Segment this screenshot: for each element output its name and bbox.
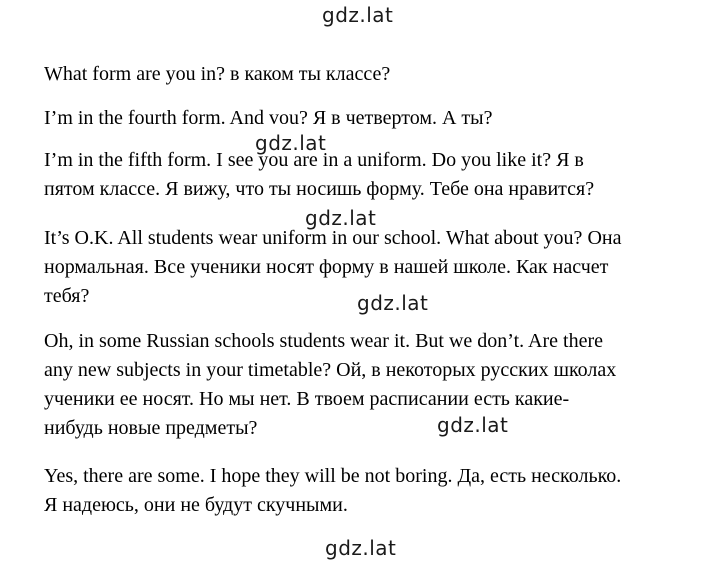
paragraph-6-line-1: Yes, there are some. I hope they will be not boring. Да, есть несколько.	[44, 465, 622, 487]
paragraph-3	[44, 146, 714, 204]
paragraph-2	[44, 104, 714, 133]
paragraph-3-line-2: пятом классе. Я вижу, что ты носишь форму. Тебе она нравится?	[44, 178, 595, 200]
watermark-top: gdz.lat	[322, 3, 394, 27]
paragraph-6	[44, 462, 714, 520]
paragraph-1	[44, 60, 714, 89]
paragraph-3-line-1: I’m in the fifth form. I see you are in a uniform. Do you like it? Я в	[44, 149, 584, 171]
paragraph-5-line-2: any new subjects in your timetable? Ой, в некоторых русских школах	[44, 359, 617, 381]
watermark-1: gdz.lat	[255, 131, 327, 155]
watermark-2: gdz.lat	[305, 206, 377, 230]
paragraph-4-line-2: нормальная. Все ученики носят форму в нашей школе. Как насчет	[44, 256, 609, 278]
watermark-bottom: gdz.lat	[325, 536, 397, 560]
paragraph-5	[44, 327, 714, 443]
paragraph-4-line-1: It’s O.K. All students wear uniform in our school. What about you? Она	[44, 227, 622, 249]
paragraph-5-line-1: Oh, in some Russian schools students wear it. But we don’t. Are there	[44, 330, 604, 352]
paragraph-1-line-1: What form are you in? в каком ты классе?	[44, 63, 391, 85]
paragraph-5-line-3: ученики ее носят. Но мы нет. В твоем расписании есть какие-	[44, 388, 570, 410]
watermark-4: gdz.lat	[437, 413, 509, 437]
paragraph-2-line-1: I’m in the fourth form. And vou? Я в четвертом. А ты?	[44, 107, 493, 129]
paragraph-5-line-4: нибудь новые предметы?	[44, 417, 258, 439]
paragraph-4-line-3: тебя?	[44, 285, 90, 307]
watermark-3: gdz.lat	[357, 291, 429, 315]
paragraph-6-line-2: Я надеюсь, они не будут скучными.	[44, 494, 348, 516]
